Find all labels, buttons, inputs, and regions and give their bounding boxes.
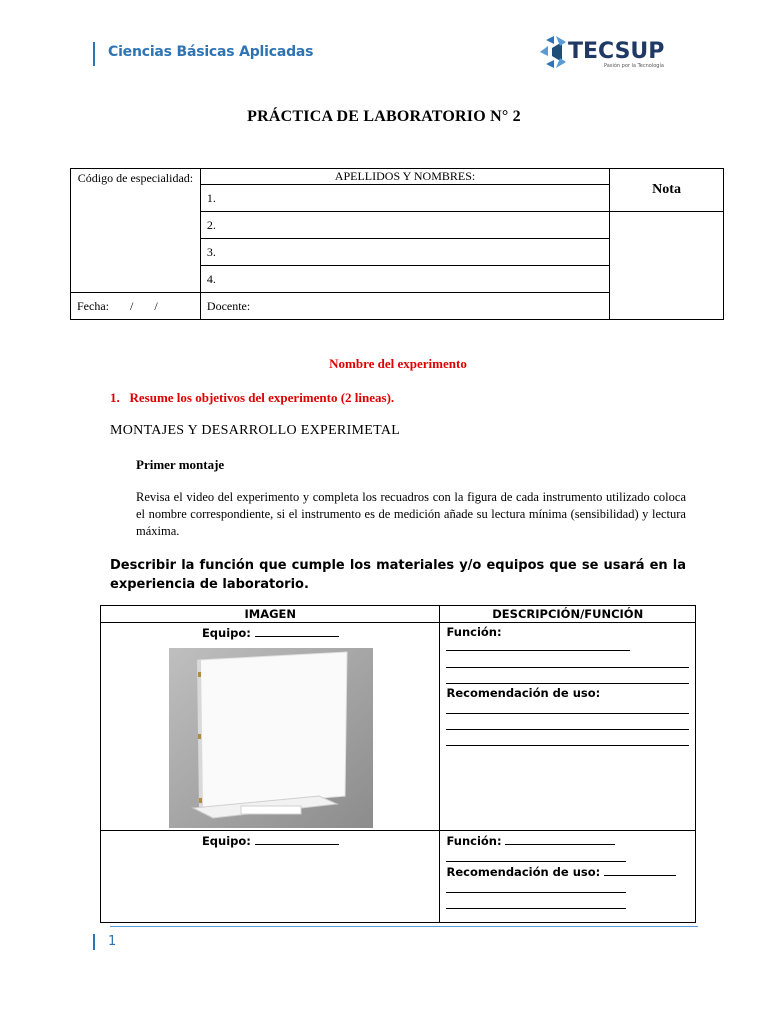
function-2-field[interactable] (505, 833, 615, 845)
equipment-photo (169, 648, 373, 828)
student-info-table (70, 168, 724, 320)
recommendation-label: Recomendación de uso: (446, 686, 601, 700)
recommendation-2-field[interactable] (604, 864, 676, 876)
experiment-name: Nombre del experimento (329, 356, 467, 371)
recommendation-1-line[interactable] (446, 716, 689, 730)
svg-text:TECSUP: TECSUP (568, 39, 665, 64)
tecsup-logo (538, 32, 678, 72)
equipo-1-field[interactable] (255, 625, 339, 637)
equipo-label: Equipo: (201, 626, 251, 640)
recommendation-2-line[interactable] (446, 879, 626, 893)
student-name-2[interactable]: 2. (200, 212, 609, 239)
footer-accent-bar (93, 934, 95, 950)
objective-instruction: 1. Resume los objetivos del experimento (2 lineas). (110, 390, 395, 405)
equipment-1-image-cell (101, 623, 440, 831)
recommendation-label: Recomendación de uso: (446, 865, 601, 879)
function-1-field[interactable] (446, 639, 630, 651)
function-label: Función: (446, 834, 502, 848)
equipment-2-image-cell (101, 831, 440, 923)
section-title: MONTAJES Y DESARROLLO EXPERIMETAL (110, 423, 401, 438)
col-image-header: IMAGEN (101, 606, 440, 623)
equipment-2-description-cell (440, 831, 696, 923)
page-number: 1 (108, 934, 117, 949)
describe-instruction: Describir la función que cumple los materiales y/o equipos que se usará en la experiencia de laboratorio. (110, 558, 686, 592)
equipo-label: Equipo: (201, 834, 251, 848)
recommendation-1-line[interactable] (446, 732, 689, 746)
recommendation-2-line[interactable] (446, 895, 626, 909)
equipo-2-field[interactable] (255, 833, 339, 845)
student-name-3[interactable]: 3. (200, 239, 609, 266)
function-1-line[interactable] (446, 654, 689, 668)
subsection-title: Primer montaje (136, 457, 225, 472)
page-title: PRÁCTICA DE LABORATORIO N° 2 (247, 108, 521, 125)
teacher-field[interactable]: Docente: (200, 293, 609, 320)
instructions-paragraph: Revisa el video del experimento y completa los recuadros con la figura de cada instrumento utilizado coloca el nombre correspondiente, si el instrumento es de medición añade su lectura mínima (sensibilidad) y lectura máxima. (136, 490, 686, 538)
tecsup-logo-mark (540, 36, 566, 68)
student-name-1[interactable]: 1. (200, 185, 609, 212)
names-header: APELLIDOS Y NOMBRES: (200, 169, 609, 185)
grade-label: Nota (610, 169, 724, 212)
date-field[interactable]: Fecha: / / (71, 293, 201, 320)
function-2-line[interactable] (446, 848, 626, 862)
function-1-line[interactable] (446, 670, 689, 684)
equipment-1-description-cell (440, 623, 696, 831)
svg-text:Pasión por la Tecnología: Pasión por la Tecnología (604, 63, 664, 69)
col-description-header: DESCRIPCIÓN/FUNCIÓN (440, 606, 696, 623)
student-name-4[interactable]: 4. (200, 266, 609, 293)
recommendation-1-line[interactable] (446, 700, 689, 714)
footer-rule (110, 926, 698, 927)
header-accent-bar (93, 42, 95, 66)
course-title: Ciencias Básicas Aplicadas (108, 44, 314, 60)
function-label: Función: (446, 625, 502, 639)
grade-field[interactable] (610, 212, 724, 320)
equipment-table (100, 605, 696, 923)
specialty-code-cell[interactable]: Código de especialidad: (71, 169, 201, 293)
